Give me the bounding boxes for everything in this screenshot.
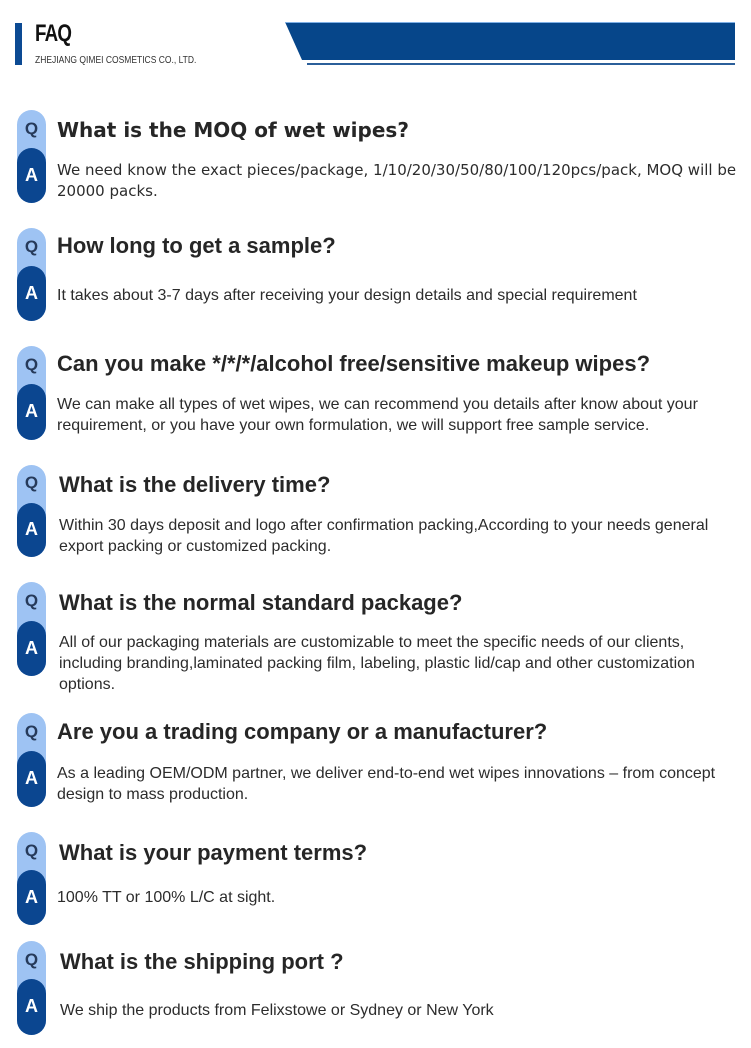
q-badge-icon: Q [24,355,39,374]
faq-answer: It takes about 3-7 days after receiving your design details and special requirement [57,287,637,304]
q-badge-icon: Q [24,119,39,138]
qa-badge [17,110,46,203]
q-badge-icon: Q [24,237,39,256]
qa-badge [17,228,46,321]
faq-answer: We ship the products from Felixstowe or Sydney or New York [60,1002,494,1019]
faq-question: What is the MOQ of wet wipes? [57,118,409,142]
header-banner [285,22,735,60]
page-title: FAQ [35,20,72,47]
company-name: ZHEJIANG QIMEI COSMETICS CO., LTD. [35,55,197,66]
a-badge-icon: A [17,384,46,440]
faq-answer: Within 30 days deposit and logo after confirmation packing,According to your needs general export packing or customized packing. [59,517,709,555]
faq-question: What is the normal standard package? [59,590,463,615]
faq-question: What is your payment terms? [59,840,368,865]
q-badge-icon: Q [24,473,39,492]
faq-question: What is the shipping port ? [60,949,344,974]
faq-answer: As a leading OEM/ODM partner, we deliver end-to-end wet wipes innovations – from concept design to mass production. [57,765,716,803]
a-badge-icon: A [17,621,46,676]
qa-badge [17,346,46,440]
q-badge-icon: Q [24,591,39,610]
a-badge-icon: A [17,751,46,807]
qa-badge [17,582,46,676]
qa-badge [17,465,46,557]
a-badge-icon: A [17,266,46,321]
header-underline [307,63,735,65]
faq-answer: All of our packaging materials are customizable to meet the specific needs of our clients, including branding,laminated packing film, labeling, plastic lid/cap and other customization options. [59,634,695,693]
qa-badge [17,832,46,925]
header-accent-bar [15,23,22,65]
faq-answer: We need know the exact pieces/package, 1/10/20/30/50/80/100/120pcs/pack, MOQ will be 20000 packs. [57,161,737,200]
faq-question: Are you a trading company or a manufacturer? [57,719,548,744]
qa-badge [17,713,46,807]
faq-answer: 100% TT or 100% L/C at sight. [57,889,276,906]
a-badge-icon: A [17,979,46,1035]
a-badge-icon: A [17,148,46,203]
faq-question: How long to get a sample? [57,233,336,258]
q-badge-icon: Q [24,950,39,969]
a-badge-icon: A [17,870,46,925]
faq-answer: We can make all types of wet wipes, we can recommend you details after know about your requirement, or you have your own formulation, we will support free sample service. [57,396,698,434]
faq-question: Can you make */*/*/alcohol free/sensitive makeup wipes? [57,351,651,376]
q-badge-icon: Q [24,841,39,860]
qa-badge [17,941,46,1035]
a-badge-icon: A [17,503,46,557]
q-badge-icon: Q [24,722,39,741]
faq-question: What is the delivery time? [59,472,331,497]
